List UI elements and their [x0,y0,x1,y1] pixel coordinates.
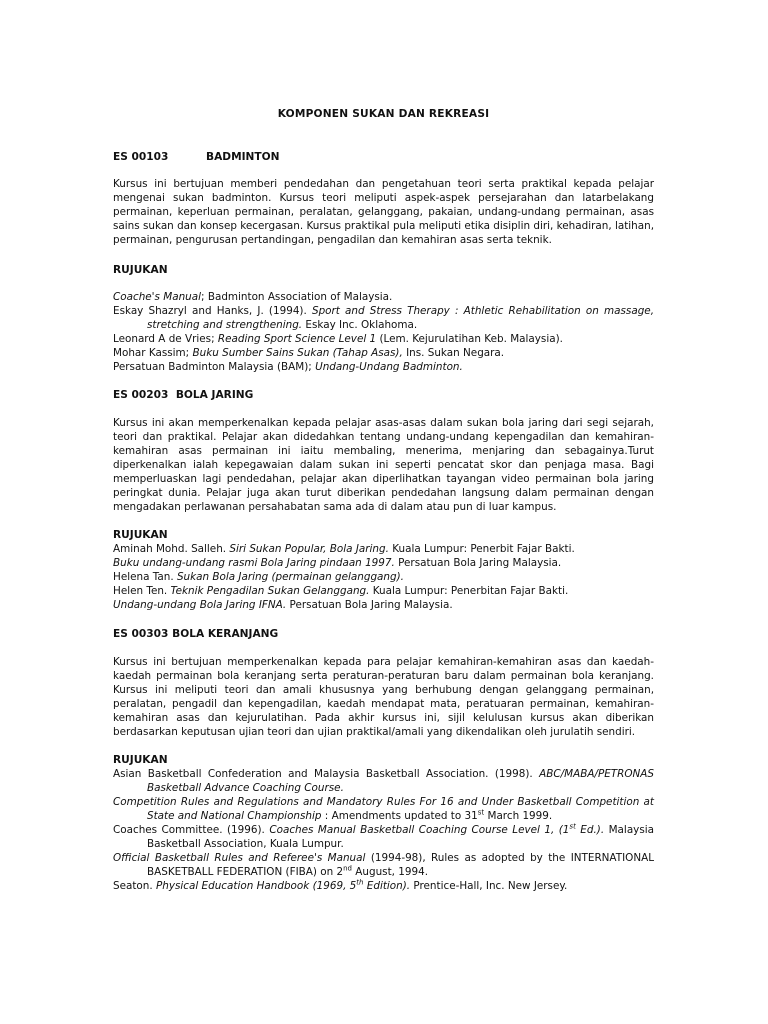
reference-list [113,542,654,612]
course-code: ES 00303 [113,628,169,640]
course-name: BADMINTON [206,151,280,163]
reference-list [113,767,654,893]
course-code: ES 00103 [113,151,169,163]
course-code: ES 00203 [113,389,169,401]
reference-item: Helena Tan. Sukan Bola Jaring (permainan gelanggang). [113,571,404,583]
reference-item: Competition Rules and Regulations and Mandatory Rules For 16 and Under Basketball Competition at State and National Championship : Amendments updated to 31st March 1999. [113,796,654,822]
course-description: Kursus ini bertujuan memperkenalkan kepada para pelajar kemahiran-kemahiran asas dan kaedah-kaedah permainan bola keranjang serta peraturan-peraturan baru dalam permainan bola keranjang. Kursus ini meliputi teori dan amali khususnya yang berhubung dengan gelanggang permainan, peralatan, pengadil dan kepengadilan, kaedah mendapat mata, peratuaran permainan, kemahiran-kemahiran asas dan kejurulatihan. Pada akhir kursus ini, sijil kelulusan kursus akan diberikan berdasarkan keputusan ujian teori dan ujian praktikal/amali yang dikendalikan oleh jurulatih sendiri. [113,656,654,738]
reference-item: Official Basketball Rules and Referee's Manual (1994-98), Rules as adopted by the INTERNATIONAL BASKETBALL FEDERATION (FIBA) on 2nd August, 1994. [113,852,654,878]
references-heading: RUJUKAN [113,754,168,766]
course-heading [113,150,280,164]
course-description: Kursus ini bertujuan memberi pendedahan dan pengetahuan teori serta praktikal kepada pelajar mengenai sukan badminton. Kursus teori meliputi aspek-aspek persejarahan dan latarbelakang permainan, keperluan permainan, peralatan, gelanggang, pakaian, undang-undang permainan, asas sains sukan dan konsep kecergasan. Kursus praktikal pula meliputi etika disiplin diri, kehadiran, latihan, permainan, pengurusan pertandingan, pengadilan dan kemahiran asas serta teknik. [113,178,654,246]
reference-item: Helen Ten. Teknik Pengadilan Sukan Gelanggang. Kuala Lumpur: Penerbitan Fajar Bakti. [113,585,569,597]
reference-item: Coaches Committee. (1996). Coaches Manual Basketball Coaching Course Level 1, (1st Ed.). Malaysia Basketball Association, Kuala Lumpur. [113,822,654,850]
reference-item: Persatuan Badminton Malaysia (BAM); Undang-Undang Badminton. [113,361,463,373]
reference-item: Mohar Kassim; Buku Sumber Sains Sukan (Tahap Asas), Ins. Sukan Negara. [113,347,505,359]
references-heading: RUJUKAN [113,264,168,276]
reference-item: Eskay Shazryl and Hanks, J. (1994). Sport and Stress Therapy : Athletic Rehabilitation on massage, stretching and strengthening. Eskay Inc. Oklahoma. [113,305,654,331]
course-heading [113,388,253,402]
reference-item: Seaton. Physical Education Handbook (1969, 5th Edition). Prentice-Hall, Inc. New Jersey. [113,878,568,892]
reference-item: Aminah Mohd. Salleh. Siri Sukan Popular, Bola Jaring. Kuala Lumpur: Penerbit Fajar Bakti. [113,543,575,555]
course-heading [113,627,278,641]
reference-list [113,290,654,374]
references-heading: RUJUKAN [113,529,168,541]
course-name: BOLA KERANJANG [172,628,279,640]
reference-item: Undang-undang Bola Jaring IFNA. Persatuan Bola Jaring Malaysia. [113,599,453,611]
course-description: Kursus ini akan memperkenalkan kepada pelajar asas-asas dalam sukan bola jaring dari segi sejarah, teori dan praktikal. Pelajar akan didedahkan tentang undang-undang kepengadilan dan kemahiran-kemahiran asas permainan ini iaitu membaling, menerima, menjaring dan sebagainya.Turut diperkenalkan ialah kepegawaian dalam sukan ini seperti pencatat skor dan penjaga masa. Bagi memperluaskan lagi pendedahan, pelajar akan diperlihatkan tayangan video permainan bola jaring peringkat dunia. Pelajar juga akan turut diberikan pendedahan langsung dalam permainan dengan mengadakan perlawanan persahabatan sama ada di dalam atau pun di luar kampus. [113,417,654,513]
document-title: KOMPONEN SUKAN DAN REKREASI [277,108,490,120]
reference-item: Buku undang-undang rasmi Bola Jaring pindaan 1997. Persatuan Bola Jaring Malaysia. [113,557,562,569]
reference-item: Coache's Manual; Badminton Association of Malaysia. [113,291,393,303]
course-name: BOLA JARING [175,389,254,401]
reference-item: Leonard A de Vries; Reading Sport Science Level 1 (Lem. Kejurulatihan Keb. Malaysia). [113,333,563,345]
reference-item: Asian Basketball Confederation and Malaysia Basketball Association. (1998). ABC/MABA/PETRONAS Basketball Advance Coaching Course. [113,768,654,794]
